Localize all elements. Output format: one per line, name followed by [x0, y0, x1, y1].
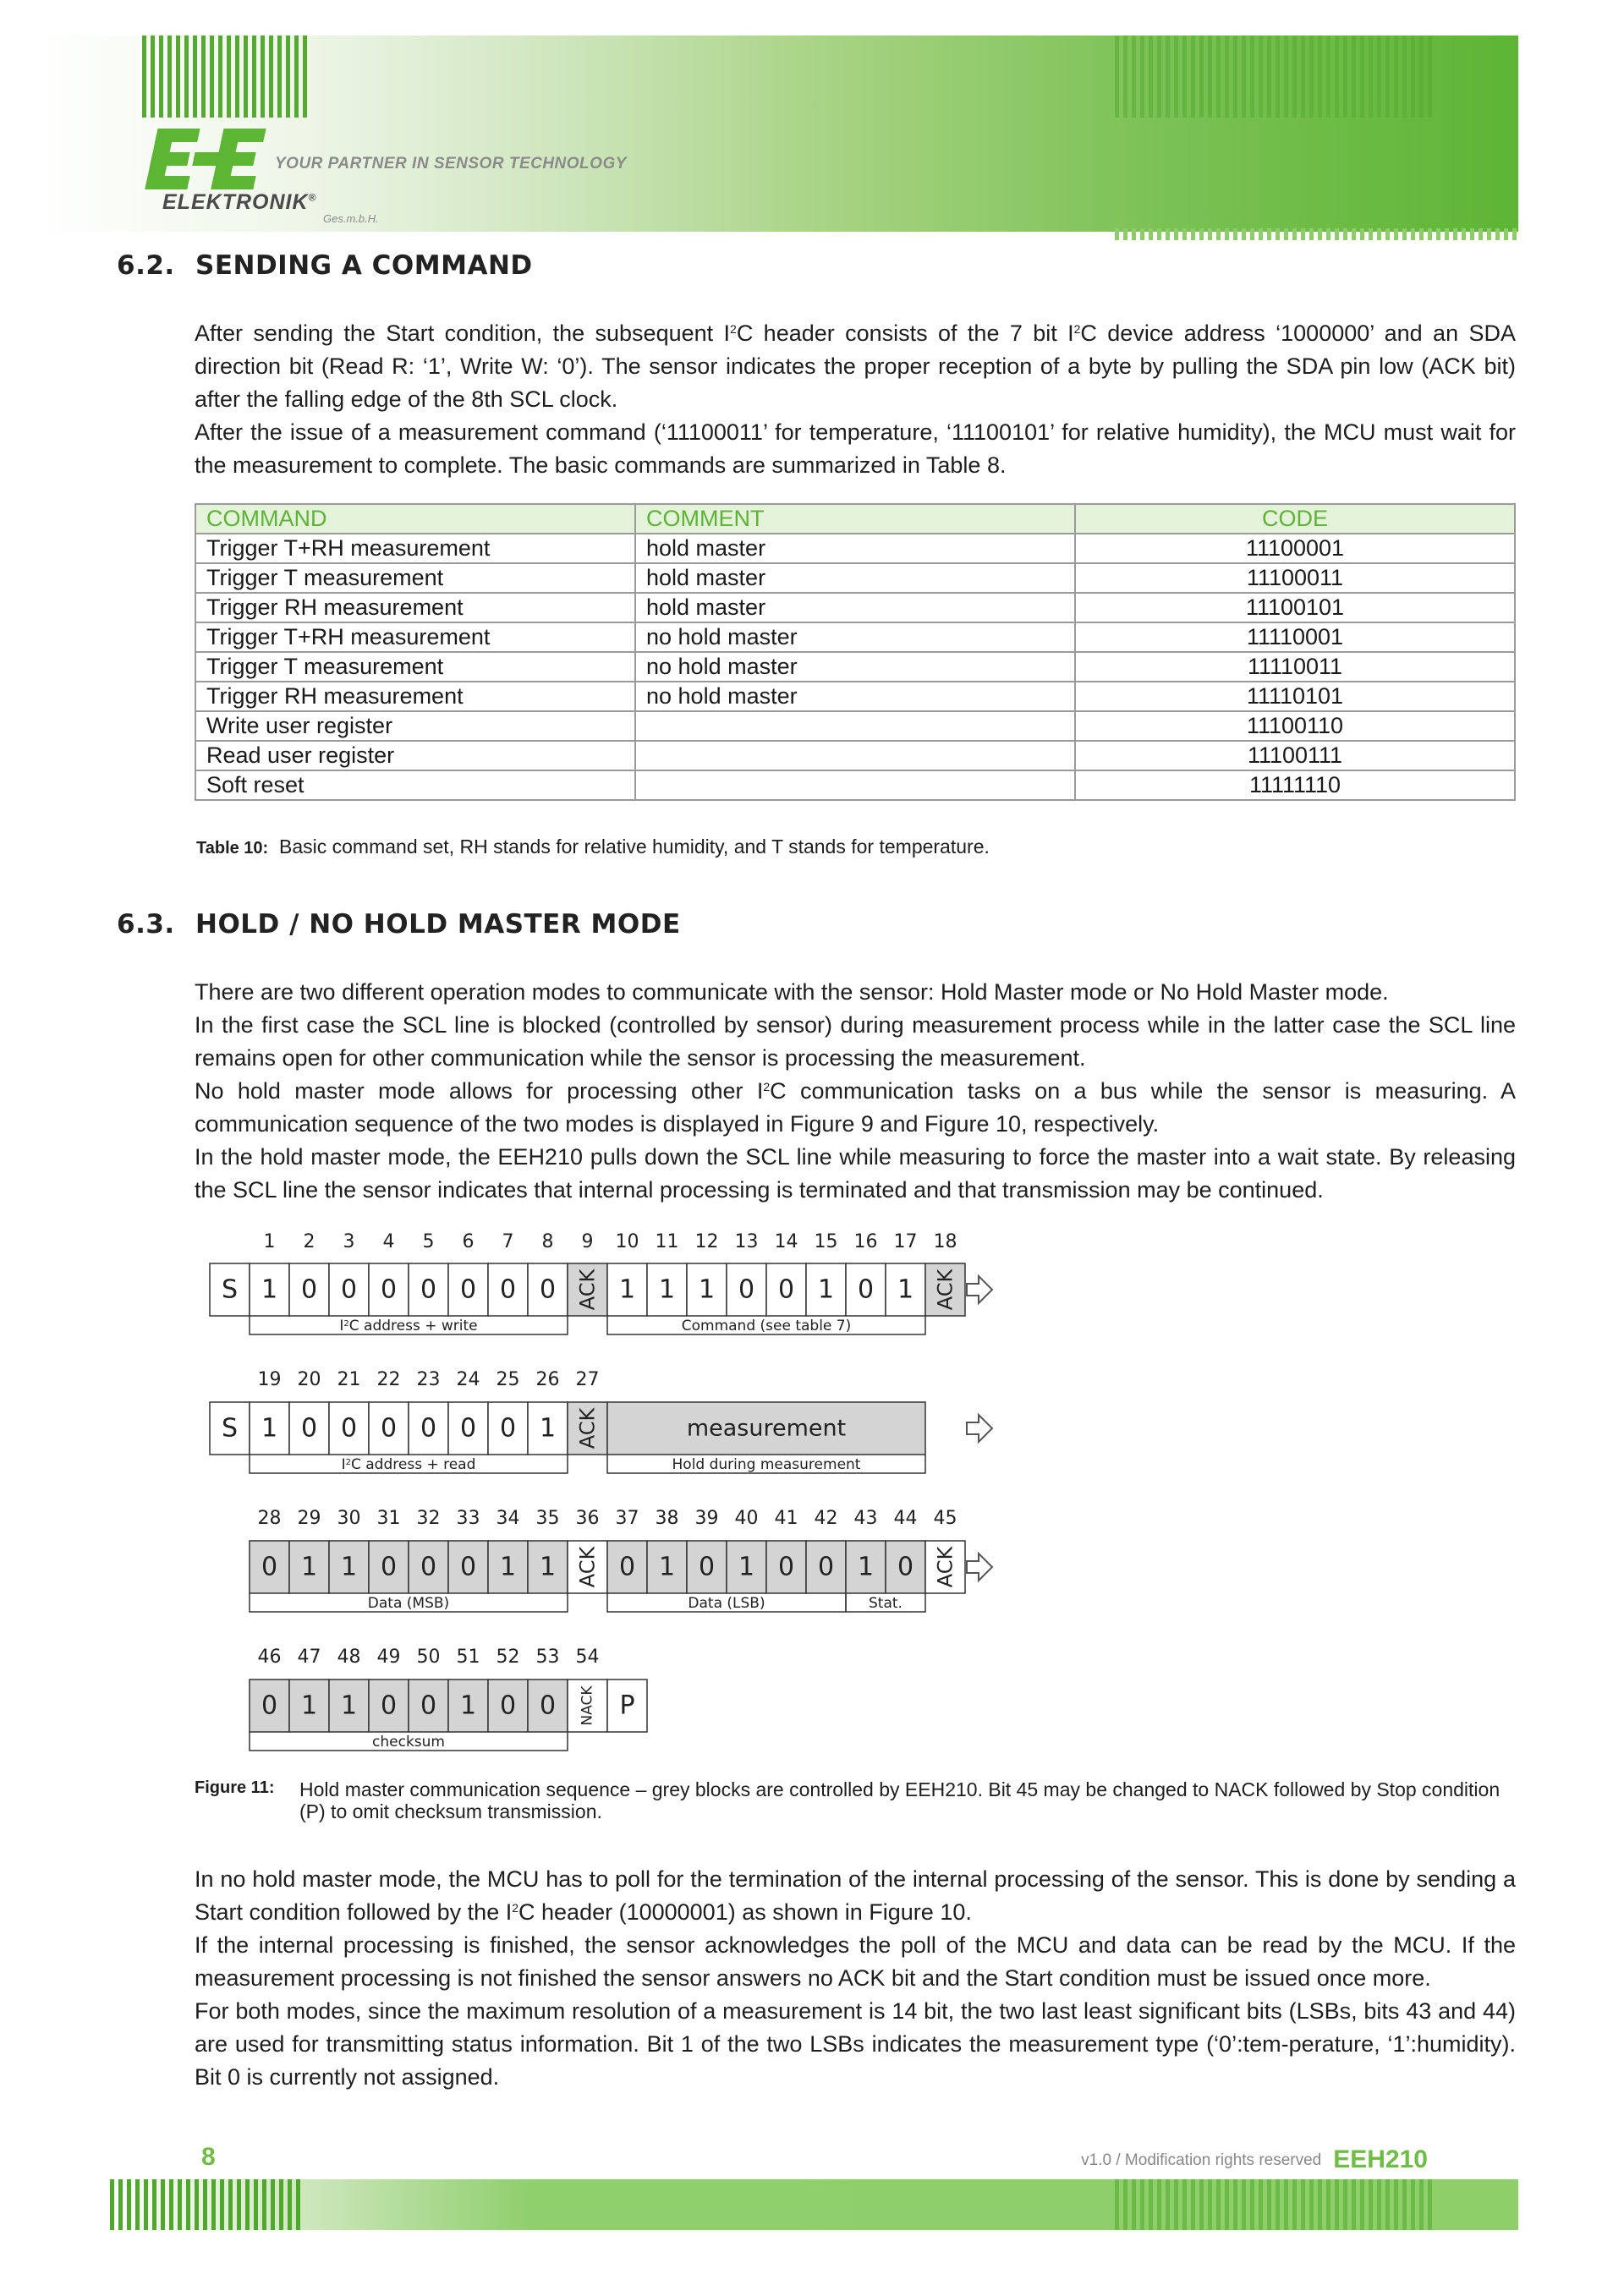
- bit-value: 0: [738, 1274, 755, 1305]
- paragraph: In the first case the SCL line is blocked (controlled by sensor) during measurement process while in the latter case the SCL line remains open for other communication while the sensor is processing the measurement.: [195, 1012, 1516, 1071]
- bit-number: 1: [263, 1231, 276, 1252]
- bit-value: 0: [420, 1274, 437, 1305]
- bit-number: 42: [814, 1508, 838, 1529]
- field-label-part: 2: [345, 1457, 351, 1467]
- bit-number: 33: [456, 1508, 480, 1529]
- bit-value: 0: [777, 1552, 795, 1582]
- continue-arrow-icon: [967, 1553, 992, 1581]
- footer-info: v1.0 / Modification rights reserved EEH210: [1081, 2145, 1428, 2173]
- table-cell: Trigger T+RH measurement: [195, 534, 635, 563]
- bit-number: 25: [496, 1369, 520, 1390]
- bit-value: 0: [499, 1274, 517, 1305]
- field-label-part: Command (see table 7): [681, 1318, 852, 1334]
- bit-value: 0: [340, 1274, 358, 1305]
- bit-number: 12: [694, 1231, 719, 1252]
- bit-number: 15: [814, 1231, 838, 1252]
- bit-value: 1: [499, 1552, 517, 1582]
- field-label: [869, 1595, 903, 1612]
- table-cell: hold master: [635, 563, 1075, 593]
- bit-number: 40: [734, 1508, 759, 1529]
- table-cell: 11100001: [1075, 534, 1515, 563]
- bit-value: 0: [380, 1552, 398, 1582]
- table-cell: Trigger T+RH measurement: [195, 622, 635, 652]
- bit-value: 1: [817, 1274, 835, 1305]
- bit-number: 23: [416, 1369, 441, 1390]
- figure-caption: Figure 11: Hold master communication sequence – grey blocks are controlled by EEH210. Bit 45 may be changed to NACK followed by Stop condition (P) to omit checksum transmission.: [195, 1778, 1501, 1822]
- bit-value: 0: [340, 1413, 358, 1444]
- bit-number: 53: [535, 1647, 560, 1668]
- bit-number: 48: [337, 1647, 361, 1668]
- bit-value: 0: [539, 1274, 557, 1305]
- table-cell: 11100111: [1075, 741, 1515, 770]
- table-cell: no hold master: [635, 622, 1075, 652]
- bit-value: 0: [261, 1690, 278, 1721]
- table-cell: 11111110: [1075, 770, 1515, 800]
- bit-number: 32: [416, 1508, 441, 1529]
- bit-value: 0: [618, 1552, 636, 1582]
- bit-number: 18: [933, 1231, 957, 1252]
- footer-stripes-left: [110, 2179, 304, 2230]
- bit-value: 1: [300, 1552, 318, 1582]
- bit-number: 54: [575, 1647, 600, 1668]
- field-label: [342, 1456, 476, 1473]
- bit-value: 0: [499, 1690, 517, 1721]
- bit-value: P: [619, 1690, 635, 1721]
- bit-value: 0: [300, 1274, 318, 1305]
- table-cell: Read user register: [195, 741, 635, 770]
- bit-number: 37: [615, 1508, 639, 1529]
- table-cell: Trigger RH measurement: [195, 593, 635, 622]
- bit-value: 0: [420, 1690, 437, 1721]
- bit-number: 29: [297, 1508, 321, 1529]
- table-cell: Write user register: [195, 711, 635, 741]
- field-label: [688, 1595, 765, 1612]
- bit-value: 1: [539, 1552, 557, 1582]
- continue-arrow-icon: [967, 1276, 992, 1303]
- bit-value: 0: [897, 1552, 914, 1582]
- section-6-3-heading: 6.3. HOLD / NO HOLD MASTER MODE: [117, 909, 681, 940]
- bit-value: 0: [420, 1552, 437, 1582]
- field-label-part: C address + write: [348, 1318, 478, 1334]
- table-cell: Soft reset: [195, 770, 635, 800]
- header-tagline: YOUR PARTNER IN SENSOR TECHNOLOGY: [275, 155, 627, 173]
- header-company-suffix: Ges.m.b.H.: [323, 212, 379, 225]
- bit-value: 0: [698, 1552, 716, 1582]
- field-label-part: Stat.: [869, 1595, 903, 1612]
- bit-number: 27: [575, 1369, 600, 1390]
- table-cell: no hold master: [635, 652, 1075, 682]
- bit-number: 7: [502, 1231, 514, 1252]
- bit-number: 46: [257, 1647, 282, 1668]
- bit-value: 1: [857, 1552, 875, 1582]
- bit-value: 0: [459, 1274, 477, 1305]
- field-label: [372, 1734, 445, 1751]
- bit-number: 39: [694, 1508, 719, 1529]
- bit-value: 1: [261, 1274, 278, 1305]
- field-label-part: Data (MSB): [367, 1595, 450, 1612]
- table-caption: Table 10: Basic command set, RH stands for relative humidity, and T stands for temperature.: [196, 836, 990, 858]
- bit-number: 22: [376, 1369, 401, 1390]
- section-6-2-heading: 6.2. SENDING A COMMAND: [117, 250, 533, 281]
- bit-value: 1: [698, 1274, 716, 1305]
- bit-value: 1: [738, 1552, 755, 1582]
- paragraph: In the hold master mode, the EEH210 pulls down the SCL line while measuring to force the master into a wait state. By releasing the SCL line the sensor indicates that internal processing is terminated and that transmission may be continued.: [195, 1144, 1516, 1203]
- bit-number: 24: [456, 1369, 480, 1390]
- bit-number: 26: [535, 1369, 560, 1390]
- bit-value: 0: [300, 1413, 318, 1444]
- paragraph: In no hold master mode, the MCU has to poll for the termination of the internal processing of the sensor. This is done by sending a Start condition followed by the $I^2C$ header (10000001) as shown in Figure 10.: [195, 1866, 1516, 1925]
- table-cell: 11100110: [1075, 711, 1515, 741]
- bit-number: 14: [774, 1231, 798, 1252]
- bit-number: 34: [496, 1508, 520, 1529]
- header-brand: ELEKTRONIK®: [162, 190, 317, 214]
- ack-label: ACK: [575, 1546, 600, 1588]
- bit-number: 21: [337, 1369, 361, 1390]
- column-header: COMMAND: [195, 504, 635, 534]
- field-label-part: Hold during measurement: [672, 1456, 861, 1473]
- bit-number: 8: [541, 1231, 554, 1252]
- bit-number: 36: [575, 1508, 600, 1529]
- table-cell: 11110101: [1075, 682, 1515, 711]
- bit-value: 0: [380, 1413, 398, 1444]
- field-label-part: Data (LSB): [688, 1595, 765, 1612]
- table-cell: Trigger T measurement: [195, 563, 635, 593]
- bit-number: 11: [655, 1231, 679, 1252]
- bit-number: 19: [257, 1369, 282, 1390]
- bit-number: 49: [376, 1647, 401, 1668]
- bit-value: S: [221, 1274, 239, 1305]
- table-cell: 11100011: [1075, 563, 1515, 593]
- bit-value: 1: [300, 1690, 318, 1721]
- bit-number: 17: [893, 1231, 918, 1252]
- field-label-part: I: [339, 1318, 344, 1334]
- bit-value: S: [221, 1413, 239, 1444]
- bit-number: 13: [734, 1231, 759, 1252]
- table-cell: hold master: [635, 534, 1075, 563]
- table-cell: no hold master: [635, 682, 1075, 711]
- bit-number: 50: [416, 1647, 441, 1668]
- bit-value: 0: [261, 1552, 278, 1582]
- bit-value: 1: [459, 1690, 477, 1721]
- bit-number: 47: [297, 1647, 321, 1668]
- measurement-label: measurement: [686, 1415, 847, 1442]
- bit-value: 1: [340, 1552, 358, 1582]
- ack-label: ACK: [933, 1546, 957, 1588]
- bit-number: 30: [337, 1508, 361, 1529]
- bit-number: 43: [853, 1508, 878, 1529]
- bit-value: 0: [420, 1413, 437, 1444]
- footer-stripes-right: [1115, 2179, 1436, 2230]
- bit-number: 38: [655, 1508, 679, 1529]
- paragraph: There are two different operation modes to communicate with the sensor: Hold Master mode or No Hold Master mode.: [195, 979, 1389, 1005]
- table-cell: hold master: [635, 593, 1075, 622]
- column-header: COMMENT: [635, 504, 1075, 534]
- field-label-part: 2: [343, 1318, 349, 1329]
- field-label: [672, 1456, 861, 1473]
- bit-number: 51: [456, 1647, 480, 1668]
- bit-number: 35: [535, 1508, 560, 1529]
- bit-value: 1: [618, 1274, 636, 1305]
- table-cell: Trigger RH measurement: [195, 682, 635, 711]
- bit-value: 0: [857, 1274, 875, 1305]
- bit-value: 0: [459, 1413, 477, 1444]
- field-label: [682, 1318, 852, 1334]
- bit-value: 1: [340, 1690, 358, 1721]
- bit-number: 28: [257, 1508, 282, 1529]
- bit-number: 6: [462, 1231, 475, 1252]
- ack-label: NACK: [579, 1685, 596, 1726]
- bit-value: 0: [459, 1552, 477, 1582]
- field-label: [368, 1595, 449, 1612]
- bit-value: 1: [897, 1274, 914, 1305]
- field-label-part: checksum: [372, 1734, 445, 1751]
- bit-value: 1: [539, 1413, 557, 1444]
- table-cell: 11110011: [1075, 652, 1515, 682]
- bit-number: 31: [376, 1508, 401, 1529]
- bit-number: 4: [382, 1231, 395, 1252]
- bit-number: 41: [774, 1508, 798, 1529]
- paragraph: After the issue of a measurement command (‘11100011’ for temperature, ‘11100101’ for relative humidity), the MCU must wait for the measurement to complete. The basic commands are summarized in Table 8.: [195, 419, 1516, 478]
- bit-value: 1: [261, 1413, 278, 1444]
- bit-value: 0: [380, 1274, 398, 1305]
- paragraph: After sending the Start condition, the subsequent $I^2C$ header consists of the 7 bit $I^2C$ device address ‘1000000’ and an SDA direction bit (Read R: ‘1’, Write W: ‘0’). The sensor indicates the proper reception of a byte by pulling the SDA pin low (ACK bit) after the falling edge of the 8th SCL clock.: [195, 321, 1516, 412]
- paragraph: For both modes, since the maximum resolution of a measurement is 14 bit, the two last least significant bits (LSBs, bits 43 and 44) are used for transmitting status information. Bit 1 of the two LSBs indicates the measurement type (‘0’:tem-perature, ‘1’:humidity). Bit 0 is currently not assigned.: [195, 1998, 1516, 2090]
- field-label-part: C address + read: [350, 1456, 476, 1473]
- field-label: [339, 1318, 477, 1334]
- continue-arrow-icon: [967, 1415, 992, 1442]
- bit-number: 10: [615, 1231, 639, 1252]
- ack-label: ACK: [933, 1269, 957, 1311]
- paragraph: No hold master mode allows for processing other $I^2C$ communication tasks on a bus while the sensor is measuring. A communication sequence of the two modes is displayed in Figure 9 and Figure 10, respectively.: [195, 1078, 1516, 1137]
- page-number: 8: [201, 2143, 216, 2171]
- bit-value: 0: [817, 1552, 835, 1582]
- bit-value: 0: [777, 1274, 795, 1305]
- bit-number: 2: [303, 1231, 315, 1252]
- bit-number: 44: [893, 1508, 918, 1529]
- bit-value: 1: [658, 1552, 676, 1582]
- bit-number: 16: [853, 1231, 878, 1252]
- bit-number: 45: [933, 1508, 957, 1529]
- paragraph: If the internal processing is finished, the sensor acknowledges the poll of the MCU and data can be read by the MCU. If the measurement processing is not finished the sensor answers no ACK bit and the Start condition must be issued once more.: [195, 1932, 1516, 1991]
- bit-value: 0: [499, 1413, 517, 1444]
- ack-label: ACK: [575, 1269, 600, 1311]
- table-cell: 11110001: [1075, 622, 1515, 652]
- bit-number: 3: [343, 1231, 355, 1252]
- bit-number: 20: [297, 1369, 321, 1390]
- bit-value: 1: [658, 1274, 676, 1305]
- bit-value: 0: [539, 1690, 557, 1721]
- table-cell: Trigger T measurement: [195, 652, 635, 682]
- bit-number: 9: [581, 1231, 594, 1252]
- column-header: CODE: [1075, 504, 1515, 534]
- bit-number: 52: [496, 1647, 520, 1668]
- bit-value: 0: [380, 1690, 398, 1721]
- closing-body: [195, 1863, 1516, 2094]
- bit-number: 5: [422, 1231, 435, 1252]
- table-cell: 11100101: [1075, 593, 1515, 622]
- field-label-part: I: [341, 1456, 346, 1473]
- ack-label: ACK: [575, 1407, 600, 1449]
